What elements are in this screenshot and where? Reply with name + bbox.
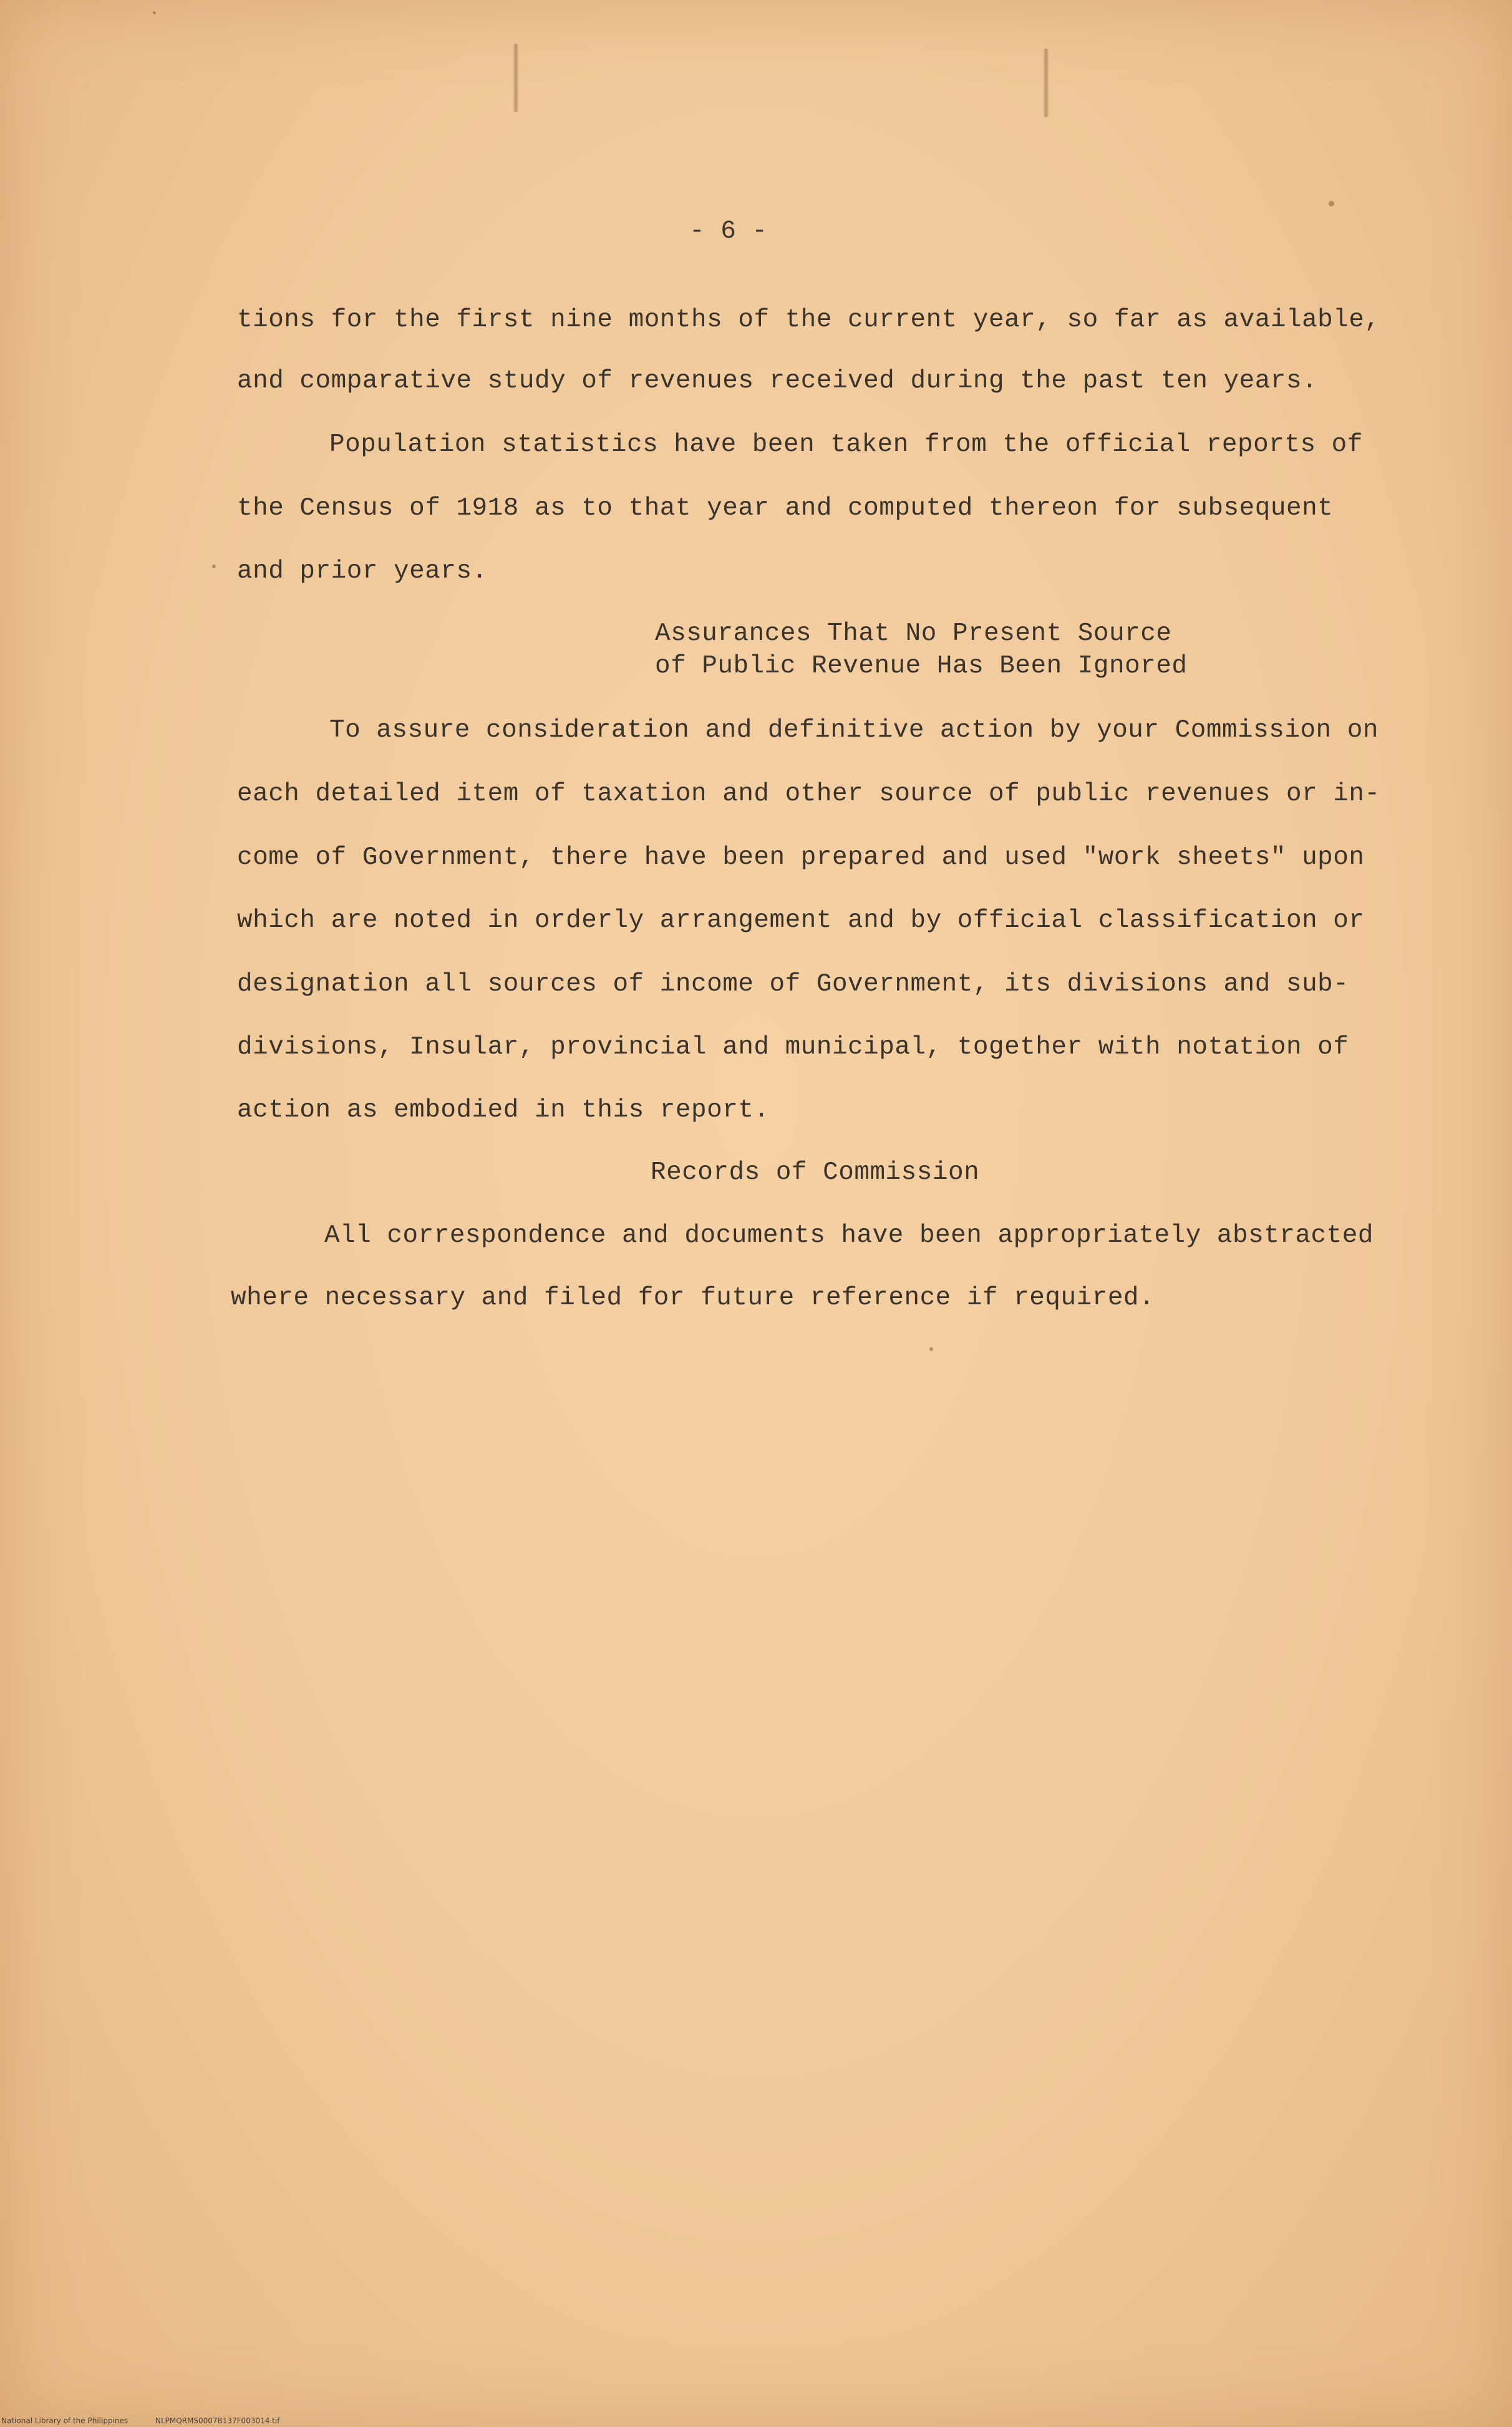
pin-hole-mark-left (513, 44, 519, 112)
page-number: - 6 - (689, 217, 768, 246)
pin-hole-mark-right (1043, 49, 1049, 117)
paper-speck (1329, 201, 1334, 206)
text-line: action as embodied in this report. (237, 1096, 770, 1125)
text-line: All correspondence and documents have been appropriately abstracted (324, 1221, 1374, 1250)
text-line: each detailed item of taxation and other source of public revenues or in- (237, 780, 1380, 808)
archive-footer (1, 2416, 304, 2425)
text-line: come of Government, there have been prepared and used "work sheets" upon (237, 843, 1365, 872)
library-name: National Library of the Philippines (1, 2416, 128, 2425)
text-line: and prior years. (237, 557, 488, 586)
text-line: where necessary and filed for future reference if required. (231, 1284, 1155, 1312)
text-line: Population statistics have been taken from the official reports of (329, 430, 1363, 459)
text-line: which are noted in orderly arrangement and by official classification or (237, 906, 1365, 935)
text-line: To assure consideration and definitive action by your Commission on (329, 716, 1379, 745)
paper-speck (153, 11, 156, 14)
text-line: tions for the first nine months of the current year, so far as available, (237, 306, 1380, 334)
file-id: NLPMQRMS0007B137F003014.tif (155, 2416, 280, 2425)
section-heading-line: Assurances That No Present Source (655, 619, 1172, 648)
text-line: and comparative study of revenues received during the past ten years. (237, 367, 1318, 395)
text-line: the Census of 1918 as to that year and computed thereon for subsequent (237, 494, 1334, 523)
text-line: divisions, Insular, provincial and municipal, together with notation of (237, 1033, 1349, 1062)
text-line: designation all sources of income of Government, its divisions and sub- (237, 970, 1349, 999)
paper-speck (212, 564, 216, 568)
section-heading: Records of Commission (651, 1158, 980, 1187)
paper-speck (929, 1347, 933, 1351)
section-heading-line: of Public Revenue Has Been Ignored (655, 652, 1188, 681)
